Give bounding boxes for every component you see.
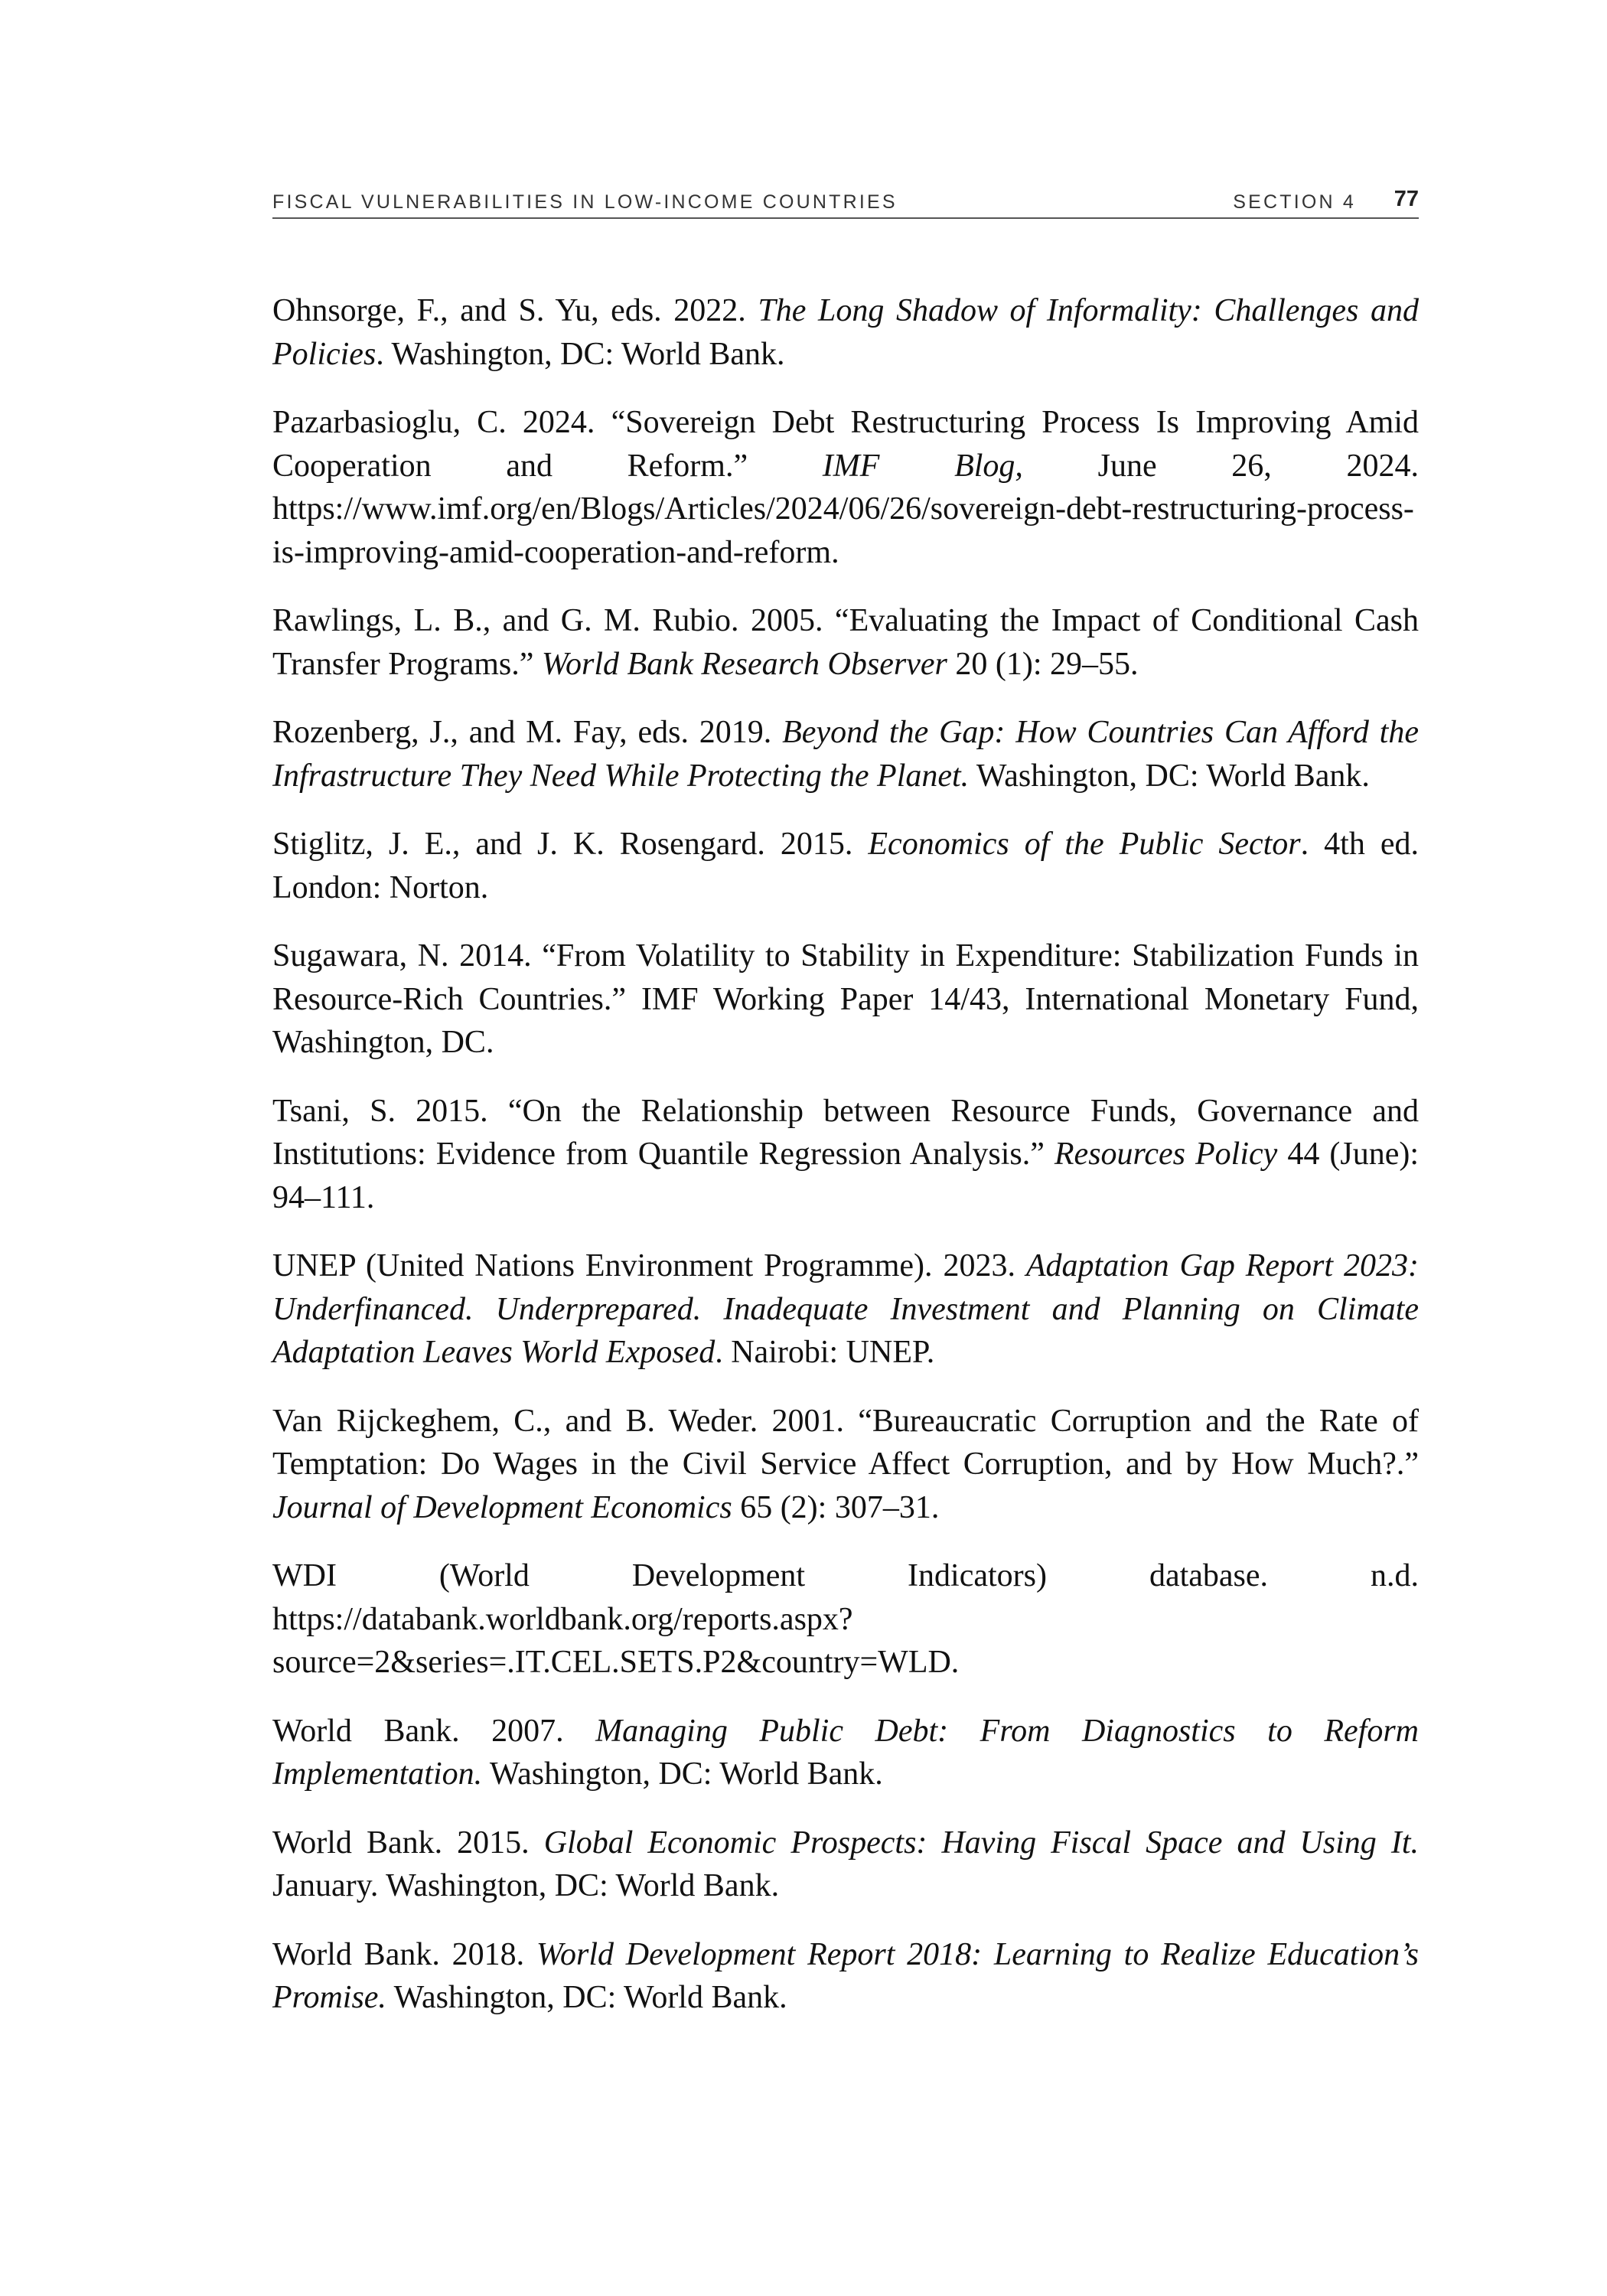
reference-title: Journal of Development Economics [272,1489,732,1525]
reference-entry [272,1090,1419,1220]
reference-text: . Nairobi: UNEP. [715,1335,935,1370]
reference-entry [272,599,1419,686]
reference-title: World Development Report 2018: Learning to Realize Education’s Promise. [272,1936,1419,2015]
reference-text: Washington, DC: World Bank. [482,1756,883,1792]
reference-text: . Washington, DC: World Bank. [376,336,785,372]
reference-entry [272,934,1419,1065]
reference-entry [272,1244,1419,1375]
reference-text: 44 (June): 94–111. [272,1137,1419,1215]
reference-text: UNEP (United Nations Environment Programme). 2023. [272,1248,1026,1283]
reference-title: World Bank Research Observer [541,646,947,682]
reference-title: Adaptation Gap Report 2023: Underfinanced. Underprepared. Inadequate Investment and Planning on Climate Adaptation Leaves World Exposed [272,1248,1419,1370]
section-label: SECTION 4 [1233,191,1356,213]
reference-title: Managing Public Debt: From Diagnostics to Reform Implementation. [272,1713,1419,1792]
running-title: FISCAL VULNERABILITIES IN LOW-INCOME COUNTRIES [272,191,898,213]
reference-text: Ohnsorge, F., and S. Yu, eds. 2022. [272,293,758,328]
reference-text: Tsani, S. 2015. “On the Relationship between Resource Funds, Governance and Institutions: Evidence from Quantile Regression Analysis.” [272,1093,1419,1172]
reference-entry [272,711,1419,797]
reference-text: 65 (2): 307–31. [732,1489,940,1525]
reference-text: Washington, DC: World Bank. [969,758,1370,794]
reference-entry [272,823,1419,909]
reference-entry [272,1554,1419,1684]
reference-entry [272,1933,1419,2020]
reference-text: WDI (World Development Indicators) database. n.d. https://databank.worldbank.org/reports.aspx?source=2&series=.IT.CEL.SETS.P2&country=WLD. [272,1558,1419,1680]
reference-text: Pazarbasioglu, C. 2024. “Sovereign Debt Restructuring Process Is Improving Amid Cooperation and Reform.” [272,405,1419,484]
reference-text: . 4th ed. London: Norton. [272,827,1419,905]
reference-title: The Long Shadow of Informality: Challenges and Policies [272,293,1419,372]
reference-title: Beyond the Gap: How Countries Can Afford the Infrastructure They Need While Protecting the Planet. [272,715,1419,794]
reference-entry [272,1821,1419,1908]
reference-text: Van Rijckeghem, C., and B. Weder. 2001. “Bureaucratic Corruption and the Rate of Temptation: Do Wages in the Civil Service Affect Corruption, and by How Much?.” [272,1403,1419,1482]
reference-text: Stiglitz, J. E., and J. K. Rosengard. 2015. [272,827,869,862]
reference-title: IMF Blog, [822,448,1023,484]
reference-text: Washington, DC: World Bank. [386,1980,787,2015]
reference-text: World Bank. 2007. [272,1713,596,1749]
reference-entry [272,401,1419,574]
reference-title: Economics of the Public Sector [868,827,1301,862]
reference-text: 20 (1): 29–55. [947,646,1139,682]
reference-entry [272,1400,1419,1530]
reference-text: World Bank. 2018. [272,1936,536,1972]
page-number: 77 [1393,187,1419,211]
reference-text: Rawlings, L. B., and G. M. Rubio. 2005. “Evaluating the Impact of Conditional Cash Transfer Programs.” [272,603,1419,682]
reference-text: Sugawara, N. 2014. “From Volatility to Stability in Expenditure: Stabilization Funds in Resource-Rich Countries.” IMF Working Paper 14/43, International Monetary Fund, Washington, DC. [272,938,1419,1060]
running-header [272,187,1419,219]
reference-title: Global Economic Prospects: Having Fiscal Space and Using It. [543,1825,1419,1861]
reference-list [272,289,1419,2045]
reference-title: Resources Policy [1054,1137,1278,1172]
reference-text: January. Washington, DC: World Bank. [272,1868,780,1903]
reference-entry [272,1710,1419,1796]
reference-text: June 26, 2024. https://www.imf.org/en/Blogs/Articles/2024/06/26/sovereign-debt-restructuring-process-is-improving-amid-cooperation-and-reform. [272,448,1419,570]
reference-entry [272,289,1419,376]
reference-text: Rozenberg, J., and M. Fay, eds. 2019. [272,715,783,750]
reference-text: World Bank. 2015. [272,1825,544,1861]
